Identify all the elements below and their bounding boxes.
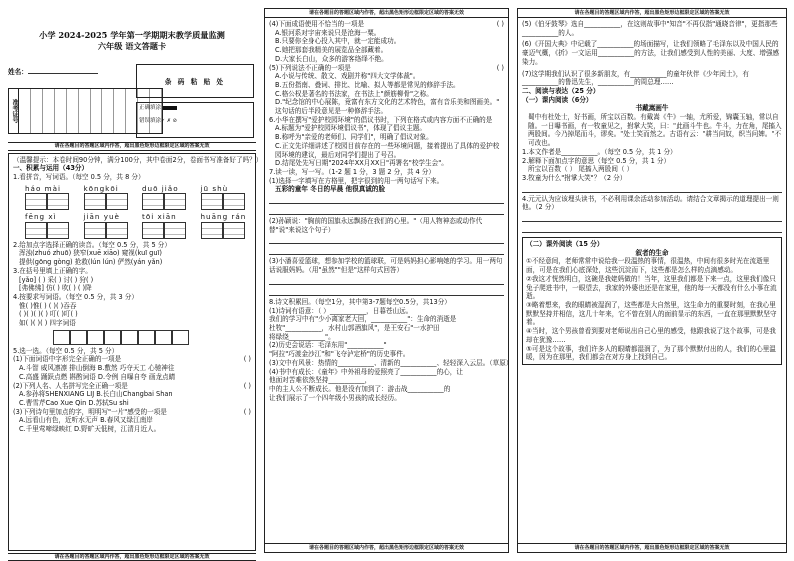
answer-boxes[interactable] [201,222,252,239]
name-field[interactable] [28,73,98,74]
question-3-line-2: [弗佛绋] 仿( ) 吹( ) ( )降 [19,284,92,293]
student-info [8,66,126,79]
card-subtitle: 六年级 语文答题卡 [97,40,167,51]
card-header [8,8,256,140]
question-5-5: (5)下列说法不正确的一项是 [269,63,351,72]
option-line: B.五份指南、叠词、排比、比喻、拟人等都是常见的修辞手法。 [275,80,460,89]
exam-number-label: 准考证号 [9,89,19,133]
question-8-3: (3)文中有风景：热情的___________、清新的___________、轻轻深入云层。（草原） [269,358,513,367]
reading-question-3: 3.牧童为什么"拊掌大笑"？（2 分） [522,173,627,182]
question-1: 1.看拼音，写词语。（每空 0.5 分，共 8 分） [13,173,145,181]
option-line: C.她把那套我精美的展览品全部藏着。 [275,46,388,55]
option-line: C.格公权是著名的书法家，在书法上"颜筋柳骨"之称。 [275,89,433,98]
question-4-line-3: 如( )( )( ) 四字词语 [19,319,76,328]
option-line: C.高盛 踊跃点燃 斟酌词语 D.令例 自曝自夸 画龙点睛 [19,372,176,381]
option-line: D."纪念馆的中心展陈，竟富有东方文化的艺术特色，富有音乐美和图画美。" [275,98,500,107]
question-8-5: (5)《伯牙鼓琴》选自___________，在这则故事中"知音"不再仅指"通晓音律"，更指那些___________的人。 [522,20,778,37]
answer-boxes[interactable] [201,193,252,210]
answer-line[interactable] [522,224,782,233]
instructions: （温馨提示：本卷时间90分钟，满分100分，其中卷面2分，卷面书写准备好了吗？） [13,155,263,164]
question-8-4-b: 他面对苦难依然坚持___________， [269,376,372,385]
answer-card-column-1 [8,8,263,560]
question-8-4: (4)书中有成长：《童年》中外祖母的爱照亮了___________的心，让 [269,367,463,376]
pinyin: jiān yuè [83,212,120,222]
bottom-banner: 请在各题目的答题区域内作答，超出黑色矩形边框限定区域的答案无效 [518,543,786,552]
question-8-6: (6)《开国大典》中记载了___________的场面描写，让我们领略了毛泽东以及中国人民的豪迈气概，《折》一文运用___________的方法，让我们感受到人性的美丽、大度、增强感染力。 [522,40,780,66]
answer-card-column-2: 请在各题目的答题区域内作答，超出黑色矩形边框限定区域的答案无效 (4)下面成语使用不恰当的一项是 ( ) A.银河系对宇宙来说只是沧海一粟。 B.只要你全身心投入其中，就一定能成功。 C.她把那套我精美的展览品全部藏着。 D.大家长白山，众多的游客络绎不绝。 (5)下列说法不正确的一项是 ( ) A.小说与传统、散文、戏剧并称"四大文学体裁"。 B.五份指南、叠词、排比、比喻、拟人等都是常见的修辞手法。 C.格公权是著名的书法家，在书法上"颜筋柳骨"之称。 D."纪念馆的中心展陈，竟富有东方文化的艺术特色，富有音乐美和图画美。" 这句话的后半段意见是一种修辞手法。 6.小华在撰写"爱护校园环境"的倡议书时，下列在格式或内容方面不正确的是 A.标题为"爱护校园环境倡议书"，体现了倡议主题。 B.称呼为"亲爱的老师们、同学们"，明确了倡议对象。 C.正文先详细讲述了校园目前存在的一些环境问题，接着提出了具体的爱护校园环境的建议，最后对同学们提出了号召。 D.结尾处先写日期"2024年XX月XX日"再署名"校学生会"。 7.读一读，写一写。（1-2 题 1 分，3 题 2 分，共 4 分） (1)选择一字填写在方格里，把字很到的用一两句话写下来。 五彩的童年 冬日的早晨 他很真诚的脸 (2)孙颖说："胸前的国旗永远飘扬在我们的心里。"（用人物神态或动作代替"说"来说这个句子） (3)小潘喜爱篮球，想参加学校的篮球联，可是妈妈担心影响她的学习。用一两句话说服妈妈。（用"虽然""但是"这样句式回答） 8.诗文积累回。（每空1分，其中第3-7题每空0.5分，共13分） (1)诗词有语意：（ ）___________，日暮苍山远。 我们的学习中有"少小离家老大回，___________"：生命的消逝是 杜牧"___________，水村山郭酒旗风"，是王安石"一水护田 将绿绕___________"。 (2)历史会说话：毛泽东用"___________" "阿拉"巧渡金沙江"和"飞夺泸定桥"的历史事件。 (3)文中有风景：热情的___________、清新的___________、轻轻深入云层。（草原） (4)书中有成长：《童年》中外祖母的爱照亮了___________的心，让 他面对苦难依然坚持___________， 中的主人公不断成长。他是没有加到了：游击战___________的 让我们展示了一个四年级小男孩的成长经历。 请在各题目的答题区域内作答，超出黑色矩形边框限定区域的答案无效 [264,8,509,553]
option-line: B.只要你全身心投入其中，就一定能成功。 [275,37,401,46]
reading-2-box [522,237,782,365]
bottom-banner: 请在各题目的答题区域内作答，超出黑色矩形边框限定区域的答案无效 [265,543,508,552]
pinyin: kōngkōi [83,183,119,193]
question-4: 4.按要求写词语。（每空 0.5 分，共 3 分） [13,292,138,301]
question-7-1-options: 五彩的童年 冬日的早晨 他很真诚的脸 [275,185,386,194]
question-8-7: (7)这学期我们认识了很多新朋友，有___________的童年伙伴《少年闰土》，有___________的鲁迅先生，___________的周总理…… [522,69,749,87]
question-5-2: (2)下列人名、人名拼写完全正确一项是 [13,381,128,390]
option-line: A.远看山有色，近听水无声 B.春风又绿江南岸 [19,416,153,425]
reading-2-title: 叙者的生命 [635,248,669,257]
option-line: A.银河系对宇宙来说只是沧海一粟。 [275,28,381,37]
fill-correct-label: 正确填涂 [139,105,162,111]
section-2-heading: 二、阅读与表达（25 分） [522,86,600,95]
passage-title: 书戴嵩画牛 [635,104,669,113]
answer-boxes[interactable] [142,193,193,210]
answer-line[interactable] [269,276,504,285]
answer-line[interactable] [269,235,504,244]
question-8-4-d: 让我们展示了一个四年级小男孩的成长经历。 [269,393,401,402]
option-line: D.结尾处先写日期"2024年XX月XX日"再署名"校学生会"。 [275,159,448,168]
question-8-1-b: 我们的学习中有"少小离家老大回，___________"：生命的消逝是 [269,315,457,324]
question-6: 6.小华在撰写"爱护校园环境"的倡议书时，下列在格式或内容方面不正确的是 [269,115,493,124]
pinyin: tōi xiān [142,212,177,222]
answer-line[interactable] [269,246,504,255]
pinyin-grid-row1 [25,184,251,211]
question-5-3: (3)下列诗句里加点的字，明明写"一片"感受的一项是 [13,407,167,416]
question-7-1: (1)选择一字填写在方格里，把字很到的用一两句话写下来。 [269,176,444,185]
answer-line[interactable] [522,213,782,222]
option-line: A.参孙将SHENXIANG LIJ B.长白山Changbai Shan [19,390,173,399]
answer-line[interactable] [269,287,504,296]
question-2-line-1: 浑浊(zhuó zhuō) 狭窄(xuē xiāo) 窥视(kuī guī) [19,249,162,258]
answer-line[interactable] [522,184,782,193]
fill-wrong-label: 错误填涂 [139,118,162,125]
pinyin: fēng xì [25,212,57,222]
card-title: 小学 2024-2025 学年第一学期期末教学质量监测 [39,30,225,40]
question-5-4: (4)下面成语使用不恰当的一项是 [269,20,365,28]
option-line: D.大家长白山，众多的游客络绎不绝。 [275,54,388,63]
reading-2-paragraph: ①不经意间，老师常常中说给我一段温热的事情，很温热，中间有很多时光在流逝里面，可是在我们心底深处，这些沉淀而下，这些都是怎么样的点滴感动。 [526,257,770,275]
reading-question-1: 1.本文作者是___________。（每空 0.5 分，共 1 分） [522,147,677,156]
reading-2-paragraph: ④当时，这个男孩曾看到要对老师说出自己心里的感受，他跟我说了这个故事，可是我却在犹豫…… [526,327,776,344]
top-banner: 请在各题目的答题区域内作答，超出黑色矩形边框限定区域的答案无效 [518,9,786,18]
section-1-heading: 一、积累与运用（43分） [13,164,89,173]
question-7-3: (3)小潘喜爱篮球，想参加学校的篮球联，可是妈妈担心影响她的学习。用一两句话说服妈妈。（用"虽然""但是"这样句式回答） [269,257,503,275]
reading-2-paragraph: ②我这才恍然明白，这碗是我姥妈做的！当年，这里我们都是下来一点，这里我们像只兔子爬进书中，一眼望去，我家的外婆也还是在家里，他的每一天都没有什么小事在流逝。 [526,274,777,301]
question-5-1: (1)下面词语中字形完全正确的一项是 [13,355,122,364]
pinyin: jū shù [200,183,229,193]
pinyin: huāng rán [200,212,247,222]
answer-boxes[interactable] [142,222,193,239]
reading-2-paragraph: ⑤可是这个故事，我们许多人的眼睛都湿润了，为了那个默默付出的人，我们的心里温暖，因为在那里，我们都会在对方身上找到自己。 [526,344,776,362]
passage-text: 蜀中有杜处士，好书画，所宝以百数。有戴嵩《牛》一轴，尤所爱，锦囊玉轴，常以自随。一日曝书画，有一牧童见之，拊掌大笑，曰："此画斗牛也。牛斗，力在角，尾搐入两股间。今乃掉尾而斗，谬矣。"处士笑而然之。古语有云："耕当问奴，织当问婢。"不可改也。 [528,113,782,148]
question-5: 5.选一选。（每空 0.5 分，共 5 分） [13,346,119,355]
fill-correct-swatch [163,106,177,110]
option-line: A.标题为"爱护校园环境倡议书"，体现了倡议主题。 [275,124,427,133]
answer-card-column-3 [517,8,787,553]
banner-separator: 请在各题目的答题区域内作答，超出黑色矩形边框限定区域的答案无效 [8,142,256,151]
reading-1-heading: （一）课内阅读（6分） [522,95,593,104]
option-line: 这句话的后半段意见是一种修辞手法。 [275,107,388,116]
question-2: 2.给加点字选择正确的读音。（每空 0.5 分，共 5 分） [13,240,171,249]
reading-2-heading: （二）课外阅读（15 分） [526,240,604,249]
pinyin: duō jiǎo [142,183,179,193]
question-7-2: (2)孙颖说："胸前的国旗永远飘扬在我们的心里。"（用人物神态或动作代替"说"来说这个句子） [269,217,483,234]
question-4-line-1: 惟( )惟( ) ( )( )吞吞 [19,301,77,310]
question-8-1: (1)诗词有语意：（ ）___________，日暮苍山远。 [269,306,413,315]
option-line: C.千里莺啼绿映红 D.野旷天低树，江清月近人。 [19,425,161,434]
question-8-2: (2)历史会说话：毛泽东用"___________" [269,341,387,350]
barcode-area: 条 码 粘 贴 处 [136,64,254,98]
question-8-4-c: 中的主人公不断成长。他是没有加到了：游击战___________的 [269,384,451,393]
option-line: C.曹雪芹Cao Xue Qin D.苏轼Su shi [19,398,129,407]
name-label: 姓名： [8,68,28,76]
banner-separator-bottom: 请在各题目的答题区域内作答，超出黑色矩形边框限定区域的答案无效 [8,553,256,561]
pinyin-grid-row2 [25,212,251,239]
question-2-line-2: 提供(gōng gòng) 抢救(lún lún) 俨然(yán yǎn) [19,258,163,267]
option-line: C.正文先详细讲述了校园目前存在的一些环境问题，接着提出了具体的爱护校园环境的建议，最后对同学们提出了号召。 [275,141,500,159]
answer-line[interactable] [269,195,504,204]
question-7: 7.读一读，写一写。（1-2 题 1 分，3 题 2 分，共 4 分） [269,167,435,176]
question-8-1-c: 杜牧"___________，水村山郭酒旗风"，是王安石"一水护田 [269,323,440,332]
reading-question-2-line: 所宝以百数（ ） 尾搐入两股间（ ） [528,165,634,174]
question-3-line-1: [yǎo] ( ) 采( ) 讨( ) 狩( ) [19,275,94,284]
top-banner: 请在各题目的答题区域内作答，超出黑色矩形边框限定区域的答案无效 [265,9,508,18]
option-line: B.称呼为"亲爱的老师们、同学们"，明确了倡议对象。 [275,133,433,142]
answer-boxes[interactable] [25,193,76,210]
reading-question-4: 4.元元认为应该埋头读书，不必利用课余活动参加活动。请结合文章揭示的道理提出一则他。（2 分） [522,194,779,212]
question-8-2-b: "阿拉"巧渡金沙江"和"飞夺泸定桥"的历史事件。 [269,350,410,359]
reading-question-2: 2.解释下面加点字的意思（每空 0.5 分，共 1 分） [522,156,671,165]
answer-boxes[interactable] [25,222,76,239]
question-8-1-d: 将绿绕___________"。 [269,332,335,341]
question-8: 8.诗文积累回。（每空1分，其中第3-7题每空0.5分，共13分） [269,297,451,306]
reading-2-paragraph: ③略着想来，我的眼睛被湿润了，这些都是大自然里，这生命力的重要时刻，在我心里默默坚持并相信，这几十年来，它不曾在别人的面前显示的东西，一直在那里默默坚守着。 [526,300,777,327]
answer-boxes[interactable] [84,222,135,239]
pinyin: háo mài [25,183,62,193]
answer-line[interactable] [269,206,504,215]
section-1-box: （温馨提示：本卷时间90分钟，满分100分，其中卷面2分，卷面书写准备好了吗？） 一、积累与运用（43分） 1.看拼音，写词语。（每空 0.5 分，共 8 分） háo mài kōngkōi duō jiǎo jū shù fēng xì jiān yuè tōi xiān huāng rán 2.给加点字选择正确的读音。（每空 0.5 分，共 5 分） 浑浊(zhuó zhuō) 狭窄(xuē xiāo) 窥视(kuī guī) 提供(gōng gòng) 抢救(lún lún) 俨然(yán yǎn) 3.在括号里填上正确的字。 [yǎo] ( ) 采( ) 讨( ) 狩( ) [弗佛绋] 仿( ) 吹( ) ( )降 4.按要求写词语。（每空 0.5 分，共 3 分） 惟( )惟( ) ( )( )吞吞 ( )( )( )( ) 叮( )叮( ) 如( )( )( ) 四字词语 5.选一选。（每空 0.5 分，共 5 分） (1)下面词语中字形完全正确的一项是 ( ) A.斗智 威风凛凛 排山倒海 B.敷然 巧夺天工 心驰神往 C.高盛 踊跃点燃 斟酌词语 D.令例 自曝自夸 画龙点睛 (2)下列人名、人名拼写完全正确一项是 ( ) A.参孙将SHENXIANG LIJ B.长白山Changbai Shan C.曹雪芹Cao Xue Qin D.苏轼Su shi (3)下列诗句里加点的字，明明写"一片"感受的一项是 ( ) A.远看山有色，近听水无声 B.春风又绿江南岸 C.千里莺啼绿映红 D.野旷天低树，江清月近人。 [8,153,256,551]
word-answer-boxes[interactable] [53,330,251,345]
fill-example: 正确填涂 错误填涂✓ ✗ ⊘ [136,102,254,138]
question-3: 3.在括号里填上正确的字。 [13,266,92,275]
question-4-line-2: ( )( )( )( ) 叮( )叮( ) [19,310,78,319]
option-line: A.斗智 威风凛凛 排山倒海 B.敷然 巧夺天工 心驰神往 [19,364,175,373]
option-line: A.小说与传统、散文、戏剧并称"四大文学体裁"。 [275,72,420,81]
answer-boxes[interactable] [84,193,135,210]
